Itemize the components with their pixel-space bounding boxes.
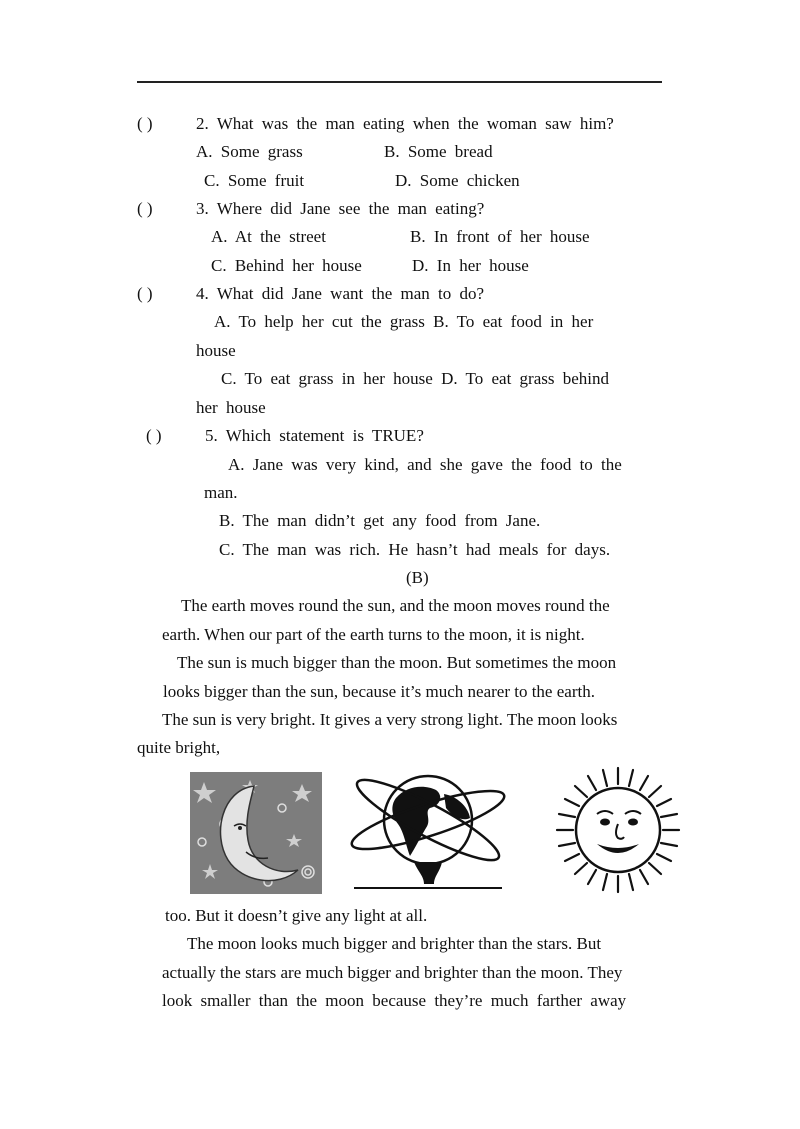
question-stem: 3. Where did Jane see the man eating?	[196, 199, 485, 218]
option-b: B. In front of her house	[410, 227, 590, 246]
option-c: C. Some fruit	[204, 171, 305, 190]
option-d: D. Some chicken	[395, 171, 520, 190]
section-heading: (B)	[406, 568, 429, 587]
earth-globe-icon	[344, 772, 512, 894]
passage-line: quite bright,	[137, 738, 221, 757]
passage-line: too. But it doesn’t give any light at all.	[165, 906, 428, 925]
smiling-sun-icon	[545, 764, 691, 896]
passage-line: The sun is very bright. It gives a very strong light. The moon looks	[162, 710, 618, 729]
answer-blank[interactable]: ( )	[137, 114, 153, 133]
option-line: A. To help her cut the grass B. To eat food in her	[214, 312, 594, 331]
passage-line: The earth moves round the sun, and the moon moves round the	[181, 596, 610, 615]
option-line: her house	[196, 398, 266, 417]
option-c: C. Behind her house	[211, 256, 362, 275]
question-stem: 2. What was the man eating when the woman saw him?	[196, 114, 614, 133]
option-line: man.	[204, 483, 238, 502]
top-rule	[137, 81, 662, 83]
passage-line: The moon looks much bigger and brighter than the stars. But	[187, 934, 602, 953]
moon-clipart-icon	[190, 772, 322, 894]
option-line: house	[196, 341, 236, 360]
option-line: B. The man didn’t get any food from Jane.	[219, 511, 541, 530]
answer-blank[interactable]: ( )	[137, 199, 153, 218]
option-a: A. At the street	[211, 227, 326, 246]
passage-line: actually the stars are much bigger and brighter than the moon. They	[162, 963, 623, 982]
passage-line: look smaller than the moon because they’re much farther away	[162, 991, 627, 1010]
question-stem: 4. What did Jane want the man to do?	[196, 284, 485, 303]
answer-blank[interactable]: ( )	[137, 284, 153, 303]
option-line: C. To eat grass in her house D. To eat grass behind	[221, 369, 610, 388]
option-b: B. Some bread	[384, 142, 493, 161]
option-d: D. In her house	[412, 256, 529, 275]
option-a: A. Some grass	[196, 142, 303, 161]
passage-line: The sun is much bigger than the moon. But sometimes the moon	[177, 653, 617, 672]
option-line: C. The man was rich. He hasn’t had meals for days.	[219, 540, 611, 559]
passage-line: looks bigger than the sun, because it’s much nearer to the earth.	[163, 682, 595, 701]
passage-line: earth. When our part of the earth turns to the moon, it is night.	[162, 625, 585, 644]
option-line: A. Jane was very kind, and she gave the food to the	[228, 455, 622, 474]
question-stem: 5. Which statement is TRUE?	[205, 426, 424, 445]
answer-blank[interactable]: ( )	[146, 426, 162, 445]
